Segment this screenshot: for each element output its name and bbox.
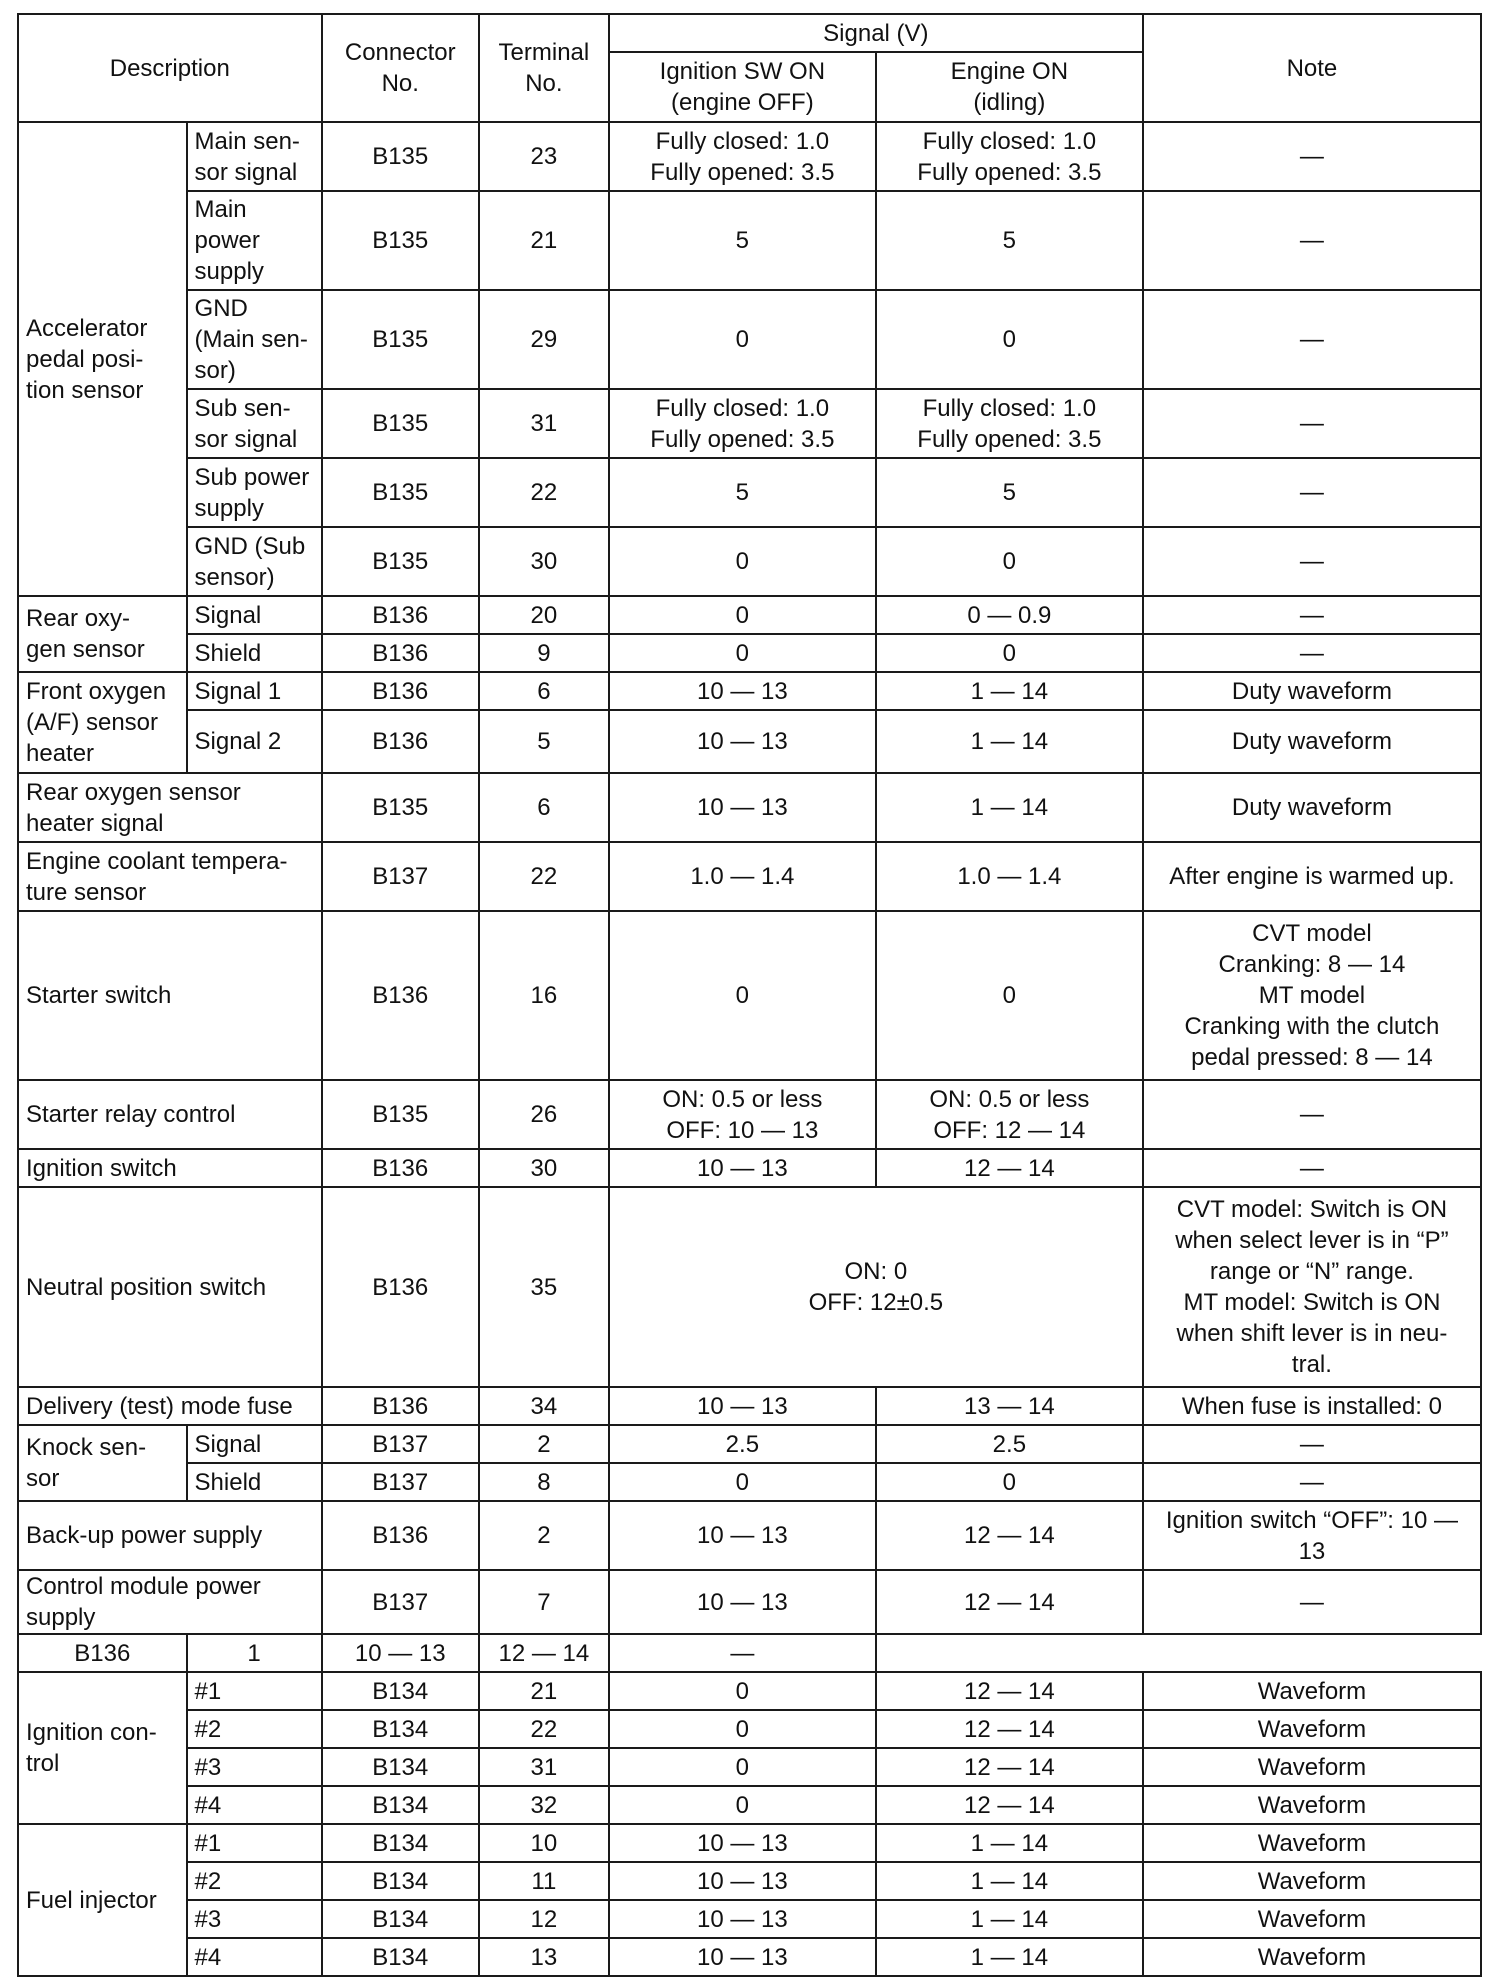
connector-no: B135: [322, 1080, 479, 1149]
terminal-no: 34: [479, 1387, 609, 1425]
table-row: [18, 122, 1481, 191]
sub-description: Signal: [187, 596, 322, 634]
terminal-no: 30: [479, 527, 609, 596]
note-value: —: [1143, 1570, 1481, 1634]
ignition-sw-on-value: 10 — 13: [609, 1824, 876, 1862]
terminal-no: 22: [479, 458, 609, 527]
terminal-no: 35: [479, 1187, 609, 1387]
terminal-no: 22: [479, 1710, 609, 1748]
engine-on-value: 1 — 14: [876, 773, 1143, 842]
table-row: [18, 1187, 1481, 1387]
engine-on-value: 5: [876, 191, 1143, 290]
engine-on-value: 0: [876, 290, 1143, 389]
note-value: After engine is warmed up.: [1143, 842, 1481, 911]
description: Starter relay control: [18, 1080, 322, 1149]
sub-description: #1: [187, 1824, 322, 1862]
ignition-sw-on-value: 2.5: [609, 1425, 876, 1463]
group-description: Ignition con- trol: [18, 1672, 187, 1824]
engine-on-value: 12 — 14: [876, 1786, 1143, 1824]
connector-no: B136: [322, 1387, 479, 1425]
terminal-no: 10: [479, 1824, 609, 1862]
header-engine-on: Engine ON (idling): [876, 52, 1143, 122]
table-row: [18, 1425, 1481, 1463]
header-ignition-sw-on: Ignition SW ON (engine OFF): [609, 52, 876, 122]
engine-on-value: 0: [876, 527, 1143, 596]
terminal-no: 6: [479, 773, 609, 842]
terminal-no: 12: [479, 1900, 609, 1938]
table-row: [18, 1710, 1481, 1748]
table-row: [18, 1786, 1481, 1824]
note-value: —: [1143, 191, 1481, 290]
ignition-sw-on-value: 0: [609, 527, 876, 596]
connector-no: B137: [322, 842, 479, 911]
header-note: Note: [1143, 14, 1481, 122]
connector-no: B136: [322, 1149, 479, 1187]
sub-description: Sub sen- sor signal: [187, 389, 322, 458]
connector-no: B135: [322, 122, 479, 191]
connector-no: B134: [322, 1786, 479, 1824]
note-value: Duty waveform: [1143, 672, 1481, 710]
engine-on-value: 12 — 14: [876, 1672, 1143, 1710]
table-row: [18, 773, 1481, 842]
group-description: Accelerator pedal posi- tion sensor: [18, 122, 187, 596]
ignition-sw-on-value: 10 — 13: [609, 773, 876, 842]
terminal-no: 20: [479, 596, 609, 634]
ignition-sw-on-value: 1.0 — 1.4: [609, 842, 876, 911]
table-row: [18, 1570, 1481, 1634]
terminal-no: 26: [479, 1080, 609, 1149]
ignition-sw-on-value: 0: [609, 1710, 876, 1748]
connector-no: B134: [322, 1672, 479, 1710]
sub-description: #1: [187, 1672, 322, 1710]
connector-no: B136: [322, 672, 479, 710]
sub-description: #3: [187, 1748, 322, 1786]
note-value: Waveform: [1143, 1938, 1481, 1976]
group-description: Control module power supply: [18, 1570, 322, 1634]
note-value: Waveform: [1143, 1672, 1481, 1710]
table-row: [18, 191, 1481, 290]
sub-description: #2: [187, 1710, 322, 1748]
ignition-sw-on-value: 10 — 13: [609, 1570, 876, 1634]
sub-description: Shield: [187, 1463, 322, 1501]
terminal-no: 5: [479, 710, 609, 773]
connector-no: B134: [322, 1710, 479, 1748]
terminal-no: 31: [479, 389, 609, 458]
note-value: —: [1143, 122, 1481, 191]
ignition-sw-on-value: Fully closed: 1.0 Fully opened: 3.5: [609, 122, 876, 191]
table-row: [18, 1387, 1481, 1425]
engine-on-value: 1 — 14: [876, 1938, 1143, 1976]
ignition-sw-on-value: 0: [609, 634, 876, 672]
sub-description: Signal 1: [187, 672, 322, 710]
terminal-no: 31: [479, 1748, 609, 1786]
ignition-sw-on-value: 0: [609, 596, 876, 634]
note-value: —: [1143, 1463, 1481, 1501]
sub-description: Main sen- sor signal: [187, 122, 322, 191]
connector-no: B135: [322, 290, 479, 389]
table-row: [18, 1080, 1481, 1149]
ignition-sw-on-value: 0: [609, 1672, 876, 1710]
sub-description: #4: [187, 1938, 322, 1976]
engine-on-value: 5: [876, 458, 1143, 527]
engine-on-value: 12 — 14: [876, 1748, 1143, 1786]
ignition-sw-on-value: ON: 0.5 or less OFF: 10 — 13: [609, 1080, 876, 1149]
group-description: Fuel injector: [18, 1824, 187, 1976]
ignition-sw-on-value: 0: [609, 1786, 876, 1824]
note-value: CVT model: Switch is ON when select lever is in “P” range or “N” range. MT model: Switch is ON when shift lever is in neu- tral.: [1143, 1187, 1481, 1387]
connector-no: B135: [322, 389, 479, 458]
terminal-no: 7: [479, 1570, 609, 1634]
ignition-sw-on-value: 5: [609, 458, 876, 527]
terminal-no: 6: [479, 672, 609, 710]
sub-description: GND (Main sen- sor): [187, 290, 322, 389]
connector-no: B137: [322, 1570, 479, 1634]
ignition-sw-on-value: 10 — 13: [609, 672, 876, 710]
engine-on-value: ON: 0.5 or less OFF: 12 — 14: [876, 1080, 1143, 1149]
ignition-sw-on-value: 10 — 13: [609, 1387, 876, 1425]
table-row: [18, 596, 1481, 634]
sub-description: Signal 2: [187, 710, 322, 773]
ignition-sw-on-value: 10 — 13: [609, 1149, 876, 1187]
engine-on-value: 1 — 14: [876, 1862, 1143, 1900]
header-row: [18, 14, 1481, 52]
header-signal: Signal (V): [609, 14, 1143, 52]
engine-on-value: Fully closed: 1.0 Fully opened: 3.5: [876, 122, 1143, 191]
terminal-no: 13: [479, 1938, 609, 1976]
connector-no: B136: [322, 634, 479, 672]
note-value: Waveform: [1143, 1748, 1481, 1786]
connector-no: B137: [322, 1463, 479, 1501]
header-terminal-no: Terminal No.: [479, 14, 609, 122]
ignition-sw-on-value: 5: [609, 191, 876, 290]
connector-no: B135: [322, 191, 479, 290]
engine-on-value: Fully closed: 1.0 Fully opened: 3.5: [876, 389, 1143, 458]
note-value: —: [1143, 527, 1481, 596]
description: Ignition switch: [18, 1149, 322, 1187]
terminal-no: 8: [479, 1463, 609, 1501]
engine-on-value: 1 — 14: [876, 1900, 1143, 1938]
table-row: [18, 911, 1481, 1080]
table-row: [18, 1900, 1481, 1938]
note-value: —: [1143, 458, 1481, 527]
engine-on-value: 1.0 — 1.4: [876, 842, 1143, 911]
note-value: Waveform: [1143, 1786, 1481, 1824]
description: Neutral position switch: [18, 1187, 322, 1387]
connector-no: B136: [18, 1634, 187, 1672]
sub-description: #3: [187, 1900, 322, 1938]
ignition-sw-on-value: 10 — 13: [322, 1634, 479, 1672]
group-description: Rear oxy- gen sensor: [18, 596, 187, 672]
terminal-no: 1: [187, 1634, 322, 1672]
note-value: —: [1143, 389, 1481, 458]
engine-on-value: 1 — 14: [876, 710, 1143, 773]
connector-no: B136: [322, 1187, 479, 1387]
table-row: [18, 1634, 1481, 1672]
description: Delivery (test) mode fuse: [18, 1387, 322, 1425]
note-value: —: [1143, 290, 1481, 389]
note-value: —: [1143, 634, 1481, 672]
description: Rear oxygen sensor heater signal: [18, 773, 322, 842]
table-row: [18, 458, 1481, 527]
table-row: [18, 1149, 1481, 1187]
description: Starter switch: [18, 911, 322, 1080]
description: Back-up power supply: [18, 1501, 322, 1570]
terminal-no: 23: [479, 122, 609, 191]
sub-description: Main power supply: [187, 191, 322, 290]
table-row: [18, 842, 1481, 911]
table-row: [18, 1501, 1481, 1570]
engine-on-value: 0 — 0.9: [876, 596, 1143, 634]
sub-description: #4: [187, 1786, 322, 1824]
engine-on-value: 12 — 14: [479, 1634, 609, 1672]
header-description: Description: [18, 14, 322, 122]
ignition-sw-on-value: 0: [609, 1748, 876, 1786]
ignition-sw-on-value: 10 — 13: [609, 1862, 876, 1900]
note-value: When fuse is installed: 0: [1143, 1387, 1481, 1425]
terminal-no: 21: [479, 191, 609, 290]
header-connector-no: Connector No.: [322, 14, 479, 122]
terminal-no: 21: [479, 1672, 609, 1710]
engine-on-value: 12 — 14: [876, 1710, 1143, 1748]
description: Engine coolant tempera- ture sensor: [18, 842, 322, 911]
ignition-sw-on-value: 10 — 13: [609, 1900, 876, 1938]
note-value: —: [609, 1634, 876, 1672]
ignition-sw-on-value: Fully closed: 1.0 Fully opened: 3.5: [609, 389, 876, 458]
engine-on-value: 0: [876, 634, 1143, 672]
connector-no: B136: [322, 710, 479, 773]
sub-description: GND (Sub sensor): [187, 527, 322, 596]
note-value: Waveform: [1143, 1824, 1481, 1862]
connector-no: B134: [322, 1824, 479, 1862]
table-row: [18, 527, 1481, 596]
terminal-no: 2: [479, 1501, 609, 1570]
terminal-no: 22: [479, 842, 609, 911]
engine-on-value: 0: [876, 1463, 1143, 1501]
ignition-sw-on-value: 10 — 13: [609, 1938, 876, 1976]
connector-no: B137: [322, 1425, 479, 1463]
note-value: CVT model Cranking: 8 — 14 MT model Cranking with the clutch pedal pressed: 8 — 14: [1143, 911, 1481, 1080]
table-row: [18, 634, 1481, 672]
table-row: [18, 1748, 1481, 1786]
connector-no: B135: [322, 458, 479, 527]
group-description: Front oxygen (A/F) sensor heater: [18, 672, 187, 773]
note-value: —: [1143, 1425, 1481, 1463]
note-value: —: [1143, 596, 1481, 634]
connector-no: B134: [322, 1938, 479, 1976]
note-value: Waveform: [1143, 1862, 1481, 1900]
connector-no: B134: [322, 1862, 479, 1900]
table-row: [18, 710, 1481, 773]
connector-no: B136: [322, 596, 479, 634]
sub-description: Shield: [187, 634, 322, 672]
terminal-no: 9: [479, 634, 609, 672]
table-row: [18, 1938, 1481, 1976]
engine-on-value: 2.5: [876, 1425, 1143, 1463]
note-value: —: [1143, 1149, 1481, 1187]
table-row: [18, 1824, 1481, 1862]
sub-description: #2: [187, 1862, 322, 1900]
engine-on-value: 12 — 14: [876, 1501, 1143, 1570]
engine-on-value: 0: [876, 911, 1143, 1080]
table-row: [18, 672, 1481, 710]
note-value: Duty waveform: [1143, 773, 1481, 842]
ignition-sw-on-value: 10 — 13: [609, 710, 876, 773]
table-row: [18, 389, 1481, 458]
table-row: [18, 1862, 1481, 1900]
terminal-no: 2: [479, 1425, 609, 1463]
connector-no: B135: [322, 527, 479, 596]
engine-on-value: 1 — 14: [876, 672, 1143, 710]
group-description: Knock sen- sor: [18, 1425, 187, 1501]
engine-on-value: 13 — 14: [876, 1387, 1143, 1425]
engine-on-value: 12 — 14: [876, 1149, 1143, 1187]
terminal-no: 30: [479, 1149, 609, 1187]
connector-no: B134: [322, 1900, 479, 1938]
connector-no: B135: [322, 773, 479, 842]
terminal-no: 16: [479, 911, 609, 1080]
engine-on-value: 1 — 14: [876, 1824, 1143, 1862]
sub-description: Sub power supply: [187, 458, 322, 527]
signal-value: ON: 0 OFF: 12±0.5: [609, 1187, 1143, 1387]
ignition-sw-on-value: 10 — 13: [609, 1501, 876, 1570]
connector-no: B134: [322, 1748, 479, 1786]
terminal-no: 11: [479, 1862, 609, 1900]
note-value: Ignition switch “OFF”: 10 — 13: [1143, 1501, 1481, 1570]
terminal-signal-table: [17, 13, 1482, 1977]
table-row: [18, 1672, 1481, 1710]
table-row: [18, 1463, 1481, 1501]
ignition-sw-on-value: 0: [609, 911, 876, 1080]
engine-on-value: 12 — 14: [876, 1570, 1143, 1634]
ignition-sw-on-value: 0: [609, 290, 876, 389]
terminal-no: 32: [479, 1786, 609, 1824]
sub-description: Signal: [187, 1425, 322, 1463]
note-value: Waveform: [1143, 1900, 1481, 1938]
connector-no: B136: [322, 911, 479, 1080]
terminal-no: 29: [479, 290, 609, 389]
note-value: Duty waveform: [1143, 710, 1481, 773]
note-value: —: [1143, 1080, 1481, 1149]
note-value: Waveform: [1143, 1710, 1481, 1748]
connector-no: B136: [322, 1501, 479, 1570]
ignition-sw-on-value: 0: [609, 1463, 876, 1501]
table-row: [18, 290, 1481, 389]
